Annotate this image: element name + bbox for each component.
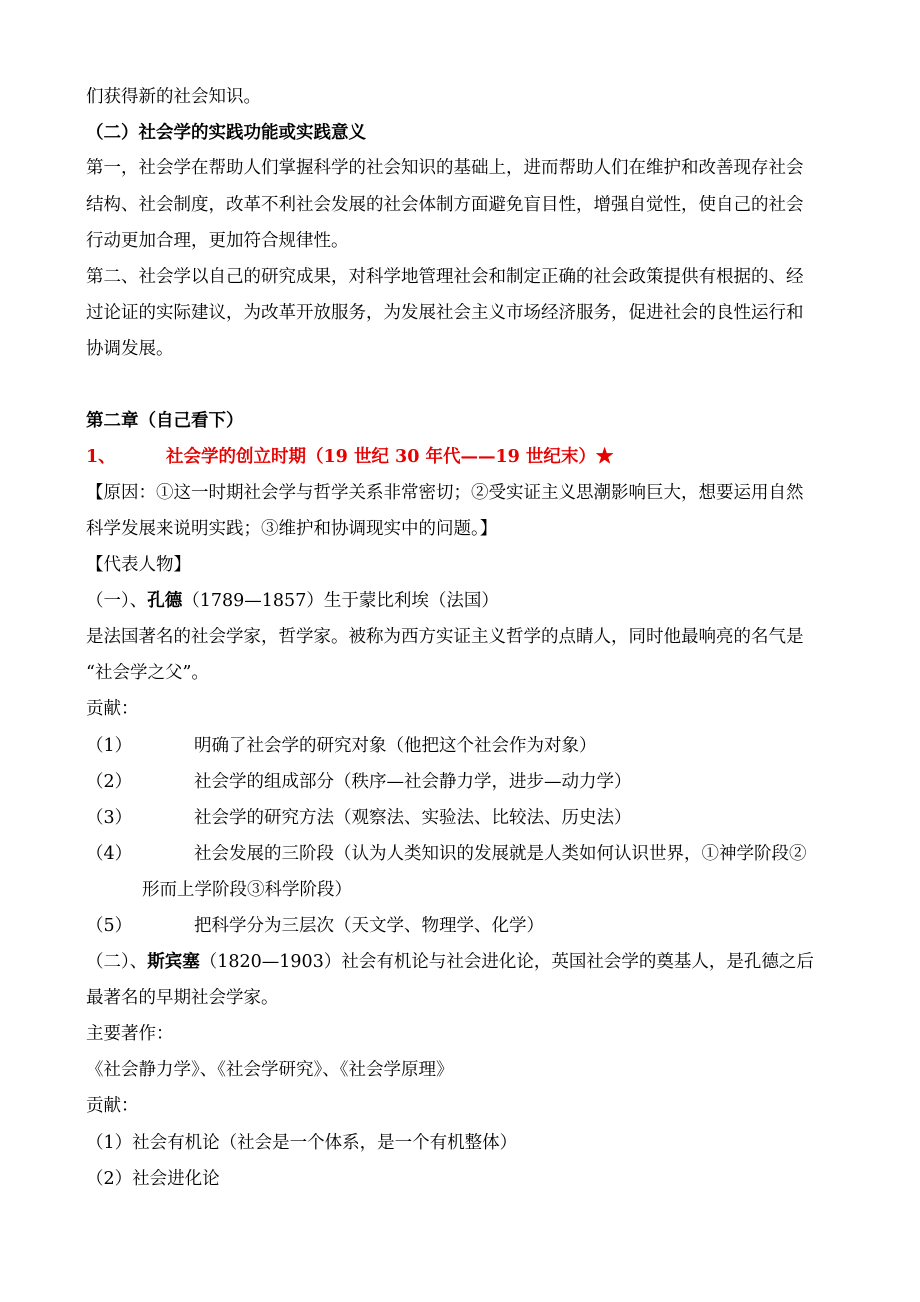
- person-index: （一）、: [86, 591, 148, 611]
- person-heading-comte: [86, 589, 499, 613]
- list-item: （1）社会有机论（社会是一个体系，是一个有机整体）: [86, 1133, 518, 1153]
- list-item: [86, 734, 597, 758]
- text-line: 第二、社会学以自己的研究成果，对科学地管理社会和制定正确的社会政策提供有根据的、经: [86, 267, 804, 287]
- text-line: 过论证的实际建议，为改革开放服务，为发展社会主义市场经济服务，促进社会的良性运行和: [86, 303, 804, 323]
- list-item: （2）社会进化论: [86, 1169, 220, 1189]
- person-info: （1789—1857）生于蒙比利埃（法国）: [182, 591, 499, 611]
- person-info: （1820—1903）社会有机论与社会进化论，英国社会学的奠基人，是孔德之后: [199, 952, 814, 972]
- text-line: 贡献：: [86, 699, 139, 719]
- list-text: 把科学分为三层次（天文学、物理学、化学）: [194, 916, 544, 936]
- list-text: 社会发展的三阶段（认为人类知识的发展就是人类如何认识世界，①神学阶段②: [194, 844, 807, 864]
- period-heading: [86, 445, 613, 469]
- list-item: [86, 770, 632, 794]
- list-number: （5）: [86, 916, 133, 936]
- section-heading: （二）社会学的实践功能或实践意义: [86, 123, 366, 143]
- person-name: 斯宾塞: [147, 952, 200, 972]
- text-line: 们获得新的社会知识。: [86, 87, 261, 107]
- text-line: 贡献：: [86, 1096, 139, 1116]
- list-text: 明确了社会学的研究对象（他把这个社会作为对象）: [194, 736, 597, 756]
- person-index: （二）、: [86, 952, 148, 972]
- list-item-continuation: 形而上学阶段③科学阶段）: [142, 880, 352, 900]
- text-line: 科学发展来说明实践；③维护和协调现实中的问题。】: [86, 519, 498, 539]
- text-line: 第一，社会学在帮助人们掌握科学的社会知识的基础上，进而帮助人们在维护和改善现存社会: [86, 158, 804, 178]
- list-item: [86, 914, 544, 938]
- list-text: 社会学的组成部分（秩序—社会静力学，进步—动力学）: [194, 772, 632, 792]
- list-number: （2）: [86, 772, 133, 792]
- period-number: 1、: [86, 447, 116, 467]
- text-line: 【代表人物】: [86, 555, 191, 575]
- list-item: [86, 806, 632, 830]
- list-number: （4）: [86, 844, 133, 864]
- text-line: 【原因：①这一时期社会学与哲学关系非常密切；②受实证主义思潮影响巨大，想要运用自然: [86, 483, 804, 503]
- list-number: （3）: [86, 808, 133, 828]
- person-name: 孔德: [147, 591, 183, 611]
- list-item: [86, 842, 807, 866]
- period-title: 社会学的创立时期（19 世纪 30 年代——19 世纪末）★: [166, 447, 614, 467]
- chapter-heading: 第二章（自己看下）: [86, 411, 244, 431]
- text-line: “社会学之父”。: [86, 663, 209, 683]
- text-line: 是法国著名的社会学家，哲学家。被称为西方实证主义哲学的点睛人，同时他最响亮的名气是: [86, 627, 804, 647]
- list-text: 社会学的研究方法（观察法、实验法、比较法、历史法）: [194, 808, 632, 828]
- text-line: 结构、社会制度，改革不利社会发展的社会体制方面避免盲目性，增强自觉性，使自己的社会: [86, 195, 804, 215]
- text-line: 主要著作：: [86, 1024, 174, 1044]
- text-line: 行动更加合理，更加符合规律性。: [86, 231, 349, 251]
- list-number: （1）: [86, 736, 133, 756]
- text-line: 《社会静力学》、《社会学研究》、《社会学原理》: [86, 1060, 454, 1080]
- text-line: 协调发展。: [86, 339, 174, 359]
- text-line: 最著名的早期社会学家。: [86, 988, 279, 1008]
- person-heading-spencer: [86, 950, 814, 974]
